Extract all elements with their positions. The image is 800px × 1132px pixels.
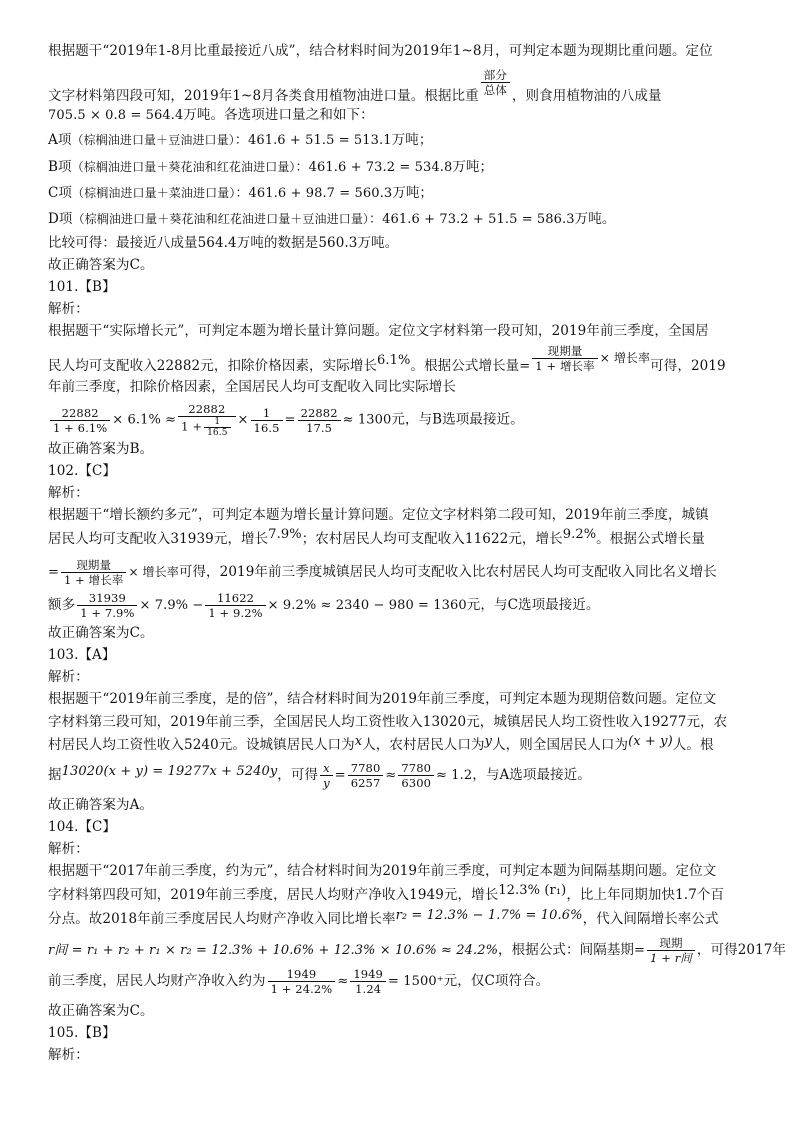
fraction-denominator: 16.5 — [207, 428, 228, 438]
option-formula: （棕榈油进口量＋葵花油和红花油进口量＋豆油进口量） — [72, 212, 370, 226]
text-line: 根据题干“2019年前三季度，是的倍”，结合材料时间为2019年前三季度，可判定本题为现期倍数问题。定位文 — [48, 691, 717, 707]
math-expression: 6.1% — [377, 353, 411, 368]
option-label: A项 — [48, 132, 72, 148]
text-span: 元，仅C项符合。 — [443, 973, 550, 989]
text-span: 人。根 — [672, 737, 714, 753]
analysis-label: 解析： — [48, 485, 89, 501]
fraction-numerator: 现期量 — [532, 344, 597, 359]
text-line: 年前三季度，扣除价格因素，全国居民人均可支配收入同比实际增长 — [48, 379, 456, 395]
answer-line: 故正确答案为C。 — [48, 625, 154, 641]
math-expression: = 1500⁺ — [387, 974, 444, 989]
fraction-denominator: 1 + 6.1% — [53, 420, 108, 435]
fraction — [647, 936, 695, 965]
option-label: B项 — [48, 159, 72, 175]
math-expression: (x + y) — [628, 734, 673, 749]
fraction-numerator: 部分 — [481, 68, 510, 83]
fraction-numerator: 7780 — [348, 761, 384, 776]
text-span: ，根据公式：间隔基期 — [498, 942, 635, 958]
math-expression: r间 = r₁ + r₂ + r₁ × r₂ = 12.3% + 10.6% + 12.3% × 10.6% ≈ 24.2% — [48, 943, 499, 958]
analysis-label: 解析： — [48, 669, 89, 685]
option-label: C项 — [48, 185, 73, 201]
analysis-label: 解析： — [48, 301, 89, 317]
answer-line: 故正确答案为B。 — [48, 441, 154, 457]
text-span: ，则食用植物油的八成量 — [511, 88, 662, 104]
math-expression: 12.3% (r₁) — [498, 883, 567, 898]
math-expression: 9.2% — [562, 527, 597, 542]
text-line — [48, 344, 760, 381]
unit-text: 万吨。 — [574, 211, 616, 227]
math-variable: x — [354, 734, 363, 749]
option-line-a — [48, 131, 760, 150]
text-span: 人，则全国居民人口为 — [492, 737, 629, 753]
fraction-numerator: 11622 — [205, 591, 265, 606]
formula-line — [48, 402, 760, 438]
fraction-denominator: 总体 — [483, 83, 507, 97]
text-line — [48, 910, 760, 929]
fraction-denominator — [178, 417, 235, 438]
math-expression: 705.5 × 0.8 = 564.4 — [48, 108, 184, 123]
text-line: 根据题干“增长额约多元”，可判定本题为增长量计算问题。定位文字材料第二段可知，2019年前三季度，城镇 — [48, 507, 709, 523]
fraction — [77, 591, 137, 620]
fraction — [481, 68, 510, 97]
text-span: 。根据公式增长量 — [596, 531, 705, 547]
fraction-denominator: 6300 — [401, 776, 432, 790]
math-expression: × 增长率 — [128, 565, 179, 579]
question-number: 103.【A】 — [48, 647, 116, 663]
fraction — [398, 761, 434, 790]
option-formula: （棕榈油进口量＋葵花油和红花油进口量） — [71, 160, 296, 174]
fraction — [61, 558, 126, 587]
fraction-numerator: 7780 — [398, 761, 434, 776]
option-formula: （棕榈油进口量＋菜油进口量） — [72, 186, 236, 200]
fraction-numerator: 1 — [251, 406, 283, 421]
option-label: D项 — [48, 211, 73, 227]
math-expression: × 9.2% ≈ 2340 − 980 = 1360 — [267, 598, 467, 613]
option-line-d — [48, 210, 760, 229]
math-expression: × 7.9% − — [139, 598, 204, 613]
math-expression: × 6.1% ≈ — [112, 412, 177, 428]
fraction — [204, 417, 230, 438]
formula-line — [48, 590, 760, 621]
text-span: ，可得 — [277, 767, 319, 783]
question-number: 102.【C】 — [48, 463, 117, 479]
text-span: 分点。故2018年前三季度居民人均财产净收入同比增长率 — [48, 911, 396, 927]
text-span: 人，农村居民人口为 — [362, 737, 485, 753]
fraction-denominator: 1 + 增长率 — [535, 359, 595, 373]
text-line — [48, 883, 760, 905]
answer-line: 故正确答案为A。 — [48, 797, 154, 813]
math-expression: 1 + — [181, 419, 203, 434]
math-expression: r₂ = 12.3% − 1.7% = 10.6% — [395, 908, 583, 923]
fraction-denominator: 1 + r间 — [650, 951, 692, 965]
fraction-denominator: 1 + 24.2% — [270, 982, 333, 996]
text-span: ；农村居民人均可支配收入11622元，增长 — [301, 531, 563, 547]
text-line: 根据题干“2017年前三季度，约为元”，结合材料时间为2019年前三季度，可判定本题为间隔基期问题。定位文 — [48, 863, 717, 879]
fraction-numerator: 31939 — [77, 591, 137, 606]
fraction-denominator: 6257 — [350, 776, 381, 790]
fraction-numerator: 1949 — [268, 967, 336, 982]
answer-line: 故正确答案为C。 — [48, 257, 154, 273]
fraction-numerator: 22882 — [50, 406, 110, 421]
unit-text: 万吨； — [392, 185, 434, 201]
text-span: 。根据公式增长量 — [410, 358, 520, 374]
fraction — [320, 761, 333, 790]
math-expression: = — [334, 768, 346, 783]
math-expression: 13020(x + y) = 19277x + 5240y — [61, 764, 278, 779]
fraction — [348, 761, 384, 790]
fraction-denominator: 17.5 — [306, 420, 333, 435]
text-span: 可得，2019年前三季度城镇居民人均可支配收入比农村居民人均可支配收入同比名义增长 — [178, 564, 717, 580]
text-span: 据 — [48, 767, 62, 783]
fraction-numerator: x — [320, 761, 333, 776]
fraction-denominator: y — [323, 776, 330, 790]
math-expression: × 增长率 — [599, 351, 651, 365]
fraction-numerator: 22882 — [298, 406, 341, 421]
text-line: 根据题干“实际增长元”，可判定本题为增长量计算问题。定位文字材料第一段可知，2019年前三季度，全国居 — [48, 323, 709, 339]
text-span: 居民人均可支配收入31939元，增长 — [48, 531, 269, 547]
text-span: 额多 — [48, 597, 76, 613]
math-expression: = — [634, 943, 646, 958]
fraction — [251, 406, 283, 435]
text-span: 字材料第四段可知，2019年前三季度，居民人均财产净收入1949元，增长 — [48, 887, 499, 903]
math-expression: × — [237, 412, 249, 428]
text-span: ，代入间隔增长率公式 — [582, 911, 719, 927]
text-span: 万吨。各选项进口量之和如下： — [183, 107, 374, 123]
text-line: 根据题干“2019年1-8月比重最接近八成”，结合材料时间为2019年1~8月，可判定本题为现期比重问题。定位 — [48, 43, 713, 59]
math-expression: 7.9% — [268, 527, 302, 542]
math-expression: = — [519, 359, 531, 374]
math-expression: ≈ 1.2 — [436, 768, 473, 783]
question-number: 104.【C】 — [48, 819, 117, 835]
text-line: 字材料第三段可知，2019年前三季，全国居民人均工资性收入13020元，城镇居民人均工资性收入19277元，农 — [48, 714, 728, 730]
formula-line — [48, 966, 760, 997]
text-line: 比较可得：最接近八成量564.4万吨的数据是560.3万吨。 — [48, 235, 399, 251]
question-number: 101.【B】 — [48, 279, 116, 295]
text-line — [48, 106, 760, 125]
fraction — [205, 591, 265, 620]
text-line — [48, 736, 760, 755]
fraction — [268, 967, 336, 996]
math-expression: ≈ — [337, 974, 349, 989]
formula-line — [48, 758, 760, 793]
text-line — [48, 556, 760, 589]
math-expression: ：461.6 + 98.7 = 560.3 — [235, 186, 393, 201]
fraction-denominator: 1 + 增长率 — [64, 573, 124, 587]
math-variable: y — [484, 734, 493, 749]
fraction-numerator: 22882 — [178, 402, 235, 417]
analysis-label: 解析： — [48, 1047, 89, 1063]
answer-line: 故正确答案为C。 — [48, 1003, 154, 1019]
math-expression: ≈ 1300 — [342, 412, 392, 428]
math-expression: ：461.6 + 73.2 = 534.8 — [295, 160, 453, 175]
fraction-denominator: 1 + 9.2% — [208, 606, 263, 620]
option-line-b — [48, 158, 760, 177]
fraction-numerator: 1 — [204, 417, 230, 428]
text-span: 元，与C选项最接近。 — [466, 597, 600, 613]
fraction-numerator: 1949 — [350, 967, 386, 982]
text-span: 元，与B选项最接近。 — [391, 411, 524, 428]
text-line — [48, 527, 760, 549]
fraction — [350, 967, 386, 996]
math-expression: = — [284, 412, 296, 428]
math-expression: ≈ — [385, 768, 397, 783]
option-line-c — [48, 184, 760, 203]
text-span: ，比上年同期加快1.7个百 — [566, 887, 725, 903]
math-expression: = — [48, 565, 59, 580]
math-expression: ：461.6 + 73.2 + 51.5 = 586.3 — [369, 212, 575, 227]
math-expression: ：461.6 + 51.5 = 513.1 — [234, 133, 392, 148]
fraction — [298, 406, 341, 435]
fraction-denominator: 1.24 — [355, 982, 382, 996]
unit-text: 万吨； — [452, 159, 494, 175]
fraction — [178, 402, 235, 438]
option-formula: （棕榈油进口量＋豆油进口量） — [71, 133, 235, 147]
fraction — [532, 344, 597, 373]
analysis-label: 解析： — [48, 841, 89, 857]
fraction-numerator: 现期量 — [61, 558, 126, 573]
text-span: 可得，2019 — [650, 358, 726, 374]
text-span: 民人均可支配收入22882元，扣除价格因素，实际增长 — [48, 358, 378, 374]
text-span: 村居民人均工资性收入5240元。设城镇居民人口为 — [48, 737, 355, 753]
unit-text: 万吨； — [391, 132, 433, 148]
text-span: 前三季度，居民人均财产净收入约为 — [48, 973, 266, 989]
text-span: 文字材料第四段可知，2019年1~8月各类食用植物油进口量。根据比重 — [48, 88, 479, 104]
formula-line — [48, 934, 787, 967]
fraction — [50, 406, 110, 435]
text-span: ，可得2017年 — [696, 942, 787, 958]
fraction-denominator: 16.5 — [253, 420, 280, 435]
question-number: 105.【B】 — [48, 1025, 116, 1041]
fraction-denominator: 1 + 7.9% — [80, 606, 135, 620]
fraction-numerator: 现期 — [647, 936, 695, 951]
text-span: ，与A选项最接近。 — [472, 767, 591, 783]
